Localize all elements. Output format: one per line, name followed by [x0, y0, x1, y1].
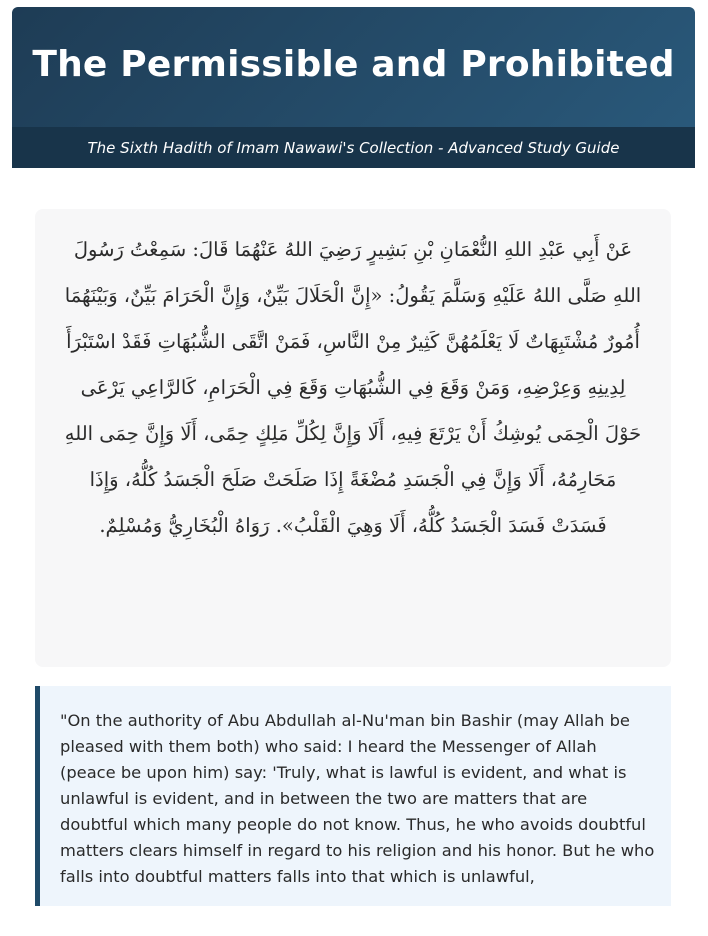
page-header: [12, 7, 695, 168]
page-subtitle: The Sixth Hadith of Imam Nawawi's Collection - Advanced Study Guide: [12, 127, 695, 168]
translation-panel: [35, 686, 671, 936]
arabic-text-panel: [35, 209, 671, 667]
page-title: The Permissible and Prohibited: [32, 43, 675, 85]
page-bottom-margin: [35, 906, 708, 936]
hadith-arabic-text: عَنْ أَبِي عَبْدِ اللهِ النُّعْمَانِ بْنِ بَشِيرٍ رَضِيَ اللهُ عَنْهُمَا قَالَ: سَمِعْتُ رَسُولَ اللهِ صَلَّى اللهُ عَلَيْهِ وَسَلَّمَ يَقُولُ: «إِنَّ الْحَلَالَ بَيِّنٌ، وَإِنَّ الْحَرَامَ بَيِّنٌ، وَبَيْنَهُمَا أُمُورٌ مُشْتَبِهَاتٌ لَا يَعْلَمُهُنَّ كَثِيرٌ مِنْ النَّاسِ، فَمَنْ اتَّقَى الشُّبُهَاتِ فَقَدْ اسْتَبْرَأَ لِدِينِهِ وَعِرْضِهِ، وَمَنْ وَقَعَ فِي الشُّبُهَاتِ وَقَعَ فِي الْحَرَامِ، كَالرَّاعِي يَرْعَى حَوْلَ الْحِمَى يُوشِكُ أَنْ يَرْتَعَ فِيهِ، أَلَا وَإِنَّ لِكُلِّ مَلِكٍ حِمًى، أَلَا وَإِنَّ حِمَى اللهِ مَحَارِمُهُ، أَلَا وَإِنَّ فِي الْجَسَدِ مُضْغَةً إِذَا صَلَحَتْ صَلَحَ الْجَسَدُ كُلُّهُ، وَإِذَا فَسَدَتْ فَسَدَ الْجَسَدُ كُلُّهُ، أَلَا وَهِيَ الْقَلْبُ». رَوَاهُ الْبُخَارِيُّ وَمُسْلِمٌ.: [64, 238, 642, 537]
hadith-translation-text: "On the authority of Abu Abdullah al-Nu'man bin Bashir (may Allah be pleased with them both) who said: I heard the Messenger of Allah (peace be upon him) say: 'Truly, what is lawful is evident, and what is unlawful is evident, and in between the two are matters that are doubtful which many people do not know. Thus, he who avoids doubtful matters clears himself in regard to his religion and his honor. But he who falls into doubtful matters falls into that which is unlawful,: [60, 711, 655, 886]
